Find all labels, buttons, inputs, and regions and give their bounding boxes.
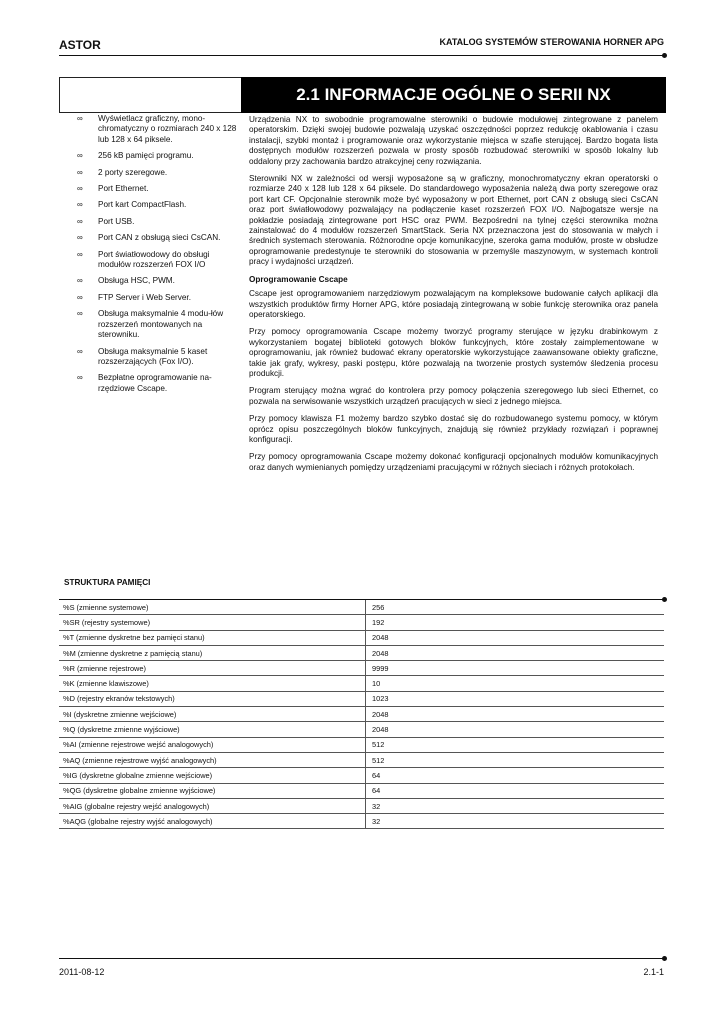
bullet-icon: ∞ <box>77 114 83 123</box>
feature-item <box>59 347 242 368</box>
memory-name: %QG (dyskretne globalne zmienne wyjściowe) <box>59 783 366 798</box>
table-row <box>59 814 664 829</box>
memory-name: %D (rejestry ekranów tekstowych) <box>59 691 366 706</box>
page-number: 2.1-1 <box>643 967 664 977</box>
memory-name: %AQG (globalne rejestry wyjść analogowych) <box>59 814 366 829</box>
feature-item <box>59 276 242 286</box>
memory-value: 9999 <box>366 661 665 676</box>
sidebar-box <box>59 77 243 113</box>
memory-value: 256 <box>366 600 665 615</box>
memory-name: %IG (dyskretne globalne zmienne wejściowe) <box>59 768 366 783</box>
bullet-icon: ∞ <box>77 151 83 161</box>
section-title: 2.1 INFORMACJE OGÓLNE O SERII NX <box>296 85 611 104</box>
feature-text: Obsługa maksymalnie 4 modu-łów rozszerzeń montowanych na sterowniku. <box>98 309 224 340</box>
memory-table <box>59 600 664 829</box>
catalog-title: KATALOG SYSTEMÓW STEROWANIA HORNER APG <box>439 37 664 47</box>
section-title-bar <box>241 77 666 113</box>
feature-text: 256 kB pamięci programu. <box>98 151 194 161</box>
paragraph: Cscape jest oprogramowaniem narzędziowym pozwalającym na kompleksowe budowanie całych aplikacji dla wszystkich produktów firmy Horner APG, które posiadają zintegrowaną w sobie funkcję sterownika oraz panela operatorskiego. <box>249 289 658 319</box>
brand-label: ASTOR <box>59 38 101 52</box>
feature-text: Port światłowodowy do obsługi modułów rozszerzeń FOX I/O <box>98 249 210 270</box>
footer-date: 2011-08-12 <box>59 967 105 977</box>
table-row <box>59 615 664 630</box>
table-row <box>59 676 664 691</box>
memory-name: %S (zmienne systemowe) <box>59 600 366 615</box>
bullet-icon: ∞ <box>77 167 83 177</box>
footer-rule <box>59 958 664 959</box>
table-row <box>59 630 664 645</box>
feature-item <box>59 168 242 178</box>
feature-item <box>59 293 242 303</box>
feature-item <box>59 309 242 340</box>
memory-value: 2048 <box>366 722 665 737</box>
memory-value: 32 <box>366 814 665 829</box>
bullet-icon: ∞ <box>77 184 83 194</box>
header-rule <box>59 55 664 56</box>
paragraph: Program sterujący można wgrać do kontrolera przy pomocy połączenia szeregowego lub sieci Ethernet, co pozwala na serwisowanie wszystkich urządzeń pracujących w sieci z jednego miejsca. <box>249 386 658 406</box>
feature-text: Port Ethernet. <box>98 184 149 194</box>
memory-name: %K (zmienne klawiszowe) <box>59 676 366 691</box>
table-row <box>59 645 664 660</box>
memory-name: %AQ (zmienne rejestrowe wyjść analogowych) <box>59 752 366 767</box>
table-row <box>59 691 664 706</box>
memory-name: %SR (rejestry systemowe) <box>59 615 366 630</box>
feature-item <box>59 233 242 243</box>
bullet-icon: ∞ <box>77 373 83 383</box>
footer-rule-end-dot <box>662 956 667 961</box>
memory-name: %T (zmienne dyskretne bez pamięci stanu) <box>59 630 366 645</box>
table-row <box>59 722 664 737</box>
bullet-icon: ∞ <box>77 292 83 302</box>
feature-item <box>59 373 242 394</box>
paragraph: Przy pomocy klawisza F1 możemy bardzo szybko dostać się do rozbudowanego systemu pomocy, w którym oprócz opisu poszczególnych bloków funkcyjnych, znajdują się również przykłady rozwiązań i poprawnej konfiguracji. <box>249 414 658 444</box>
memory-name: %I (dyskretne zmienne wejściowe) <box>59 707 366 722</box>
bullet-icon: ∞ <box>77 233 83 243</box>
feature-item <box>59 184 242 194</box>
bullet-icon: ∞ <box>77 200 83 210</box>
feature-item <box>59 250 242 271</box>
memory-name: %R (zmienne rejestrowe) <box>59 661 366 676</box>
memory-value: 2048 <box>366 645 665 660</box>
table-row <box>59 600 664 615</box>
feature-text: Port CAN z obsługą sieci CsCAN. <box>98 233 221 243</box>
memory-value: 10 <box>366 676 665 691</box>
feature-text: Port USB. <box>98 216 135 226</box>
header-rule-end-dot <box>662 53 667 58</box>
paragraph: Przy pomocy oprogramowania Cscape możemy tworzyć programy sterujące w języku drabinkowym z wykorzystaniem bogatej biblioteki gotowych bloków funkcyjnych, które zostały zaimplementowane w oprogramowaniu, jak również budować ekrany operatorskie wykorzystujące zaawansowane obiekty graficzne, takie jak grafy, wykresy, paski postępu, które pozwalają na tworzenie prostych systemów śledzenia procesu produkcji. <box>249 327 658 378</box>
feature-text: Obsługa HSC, PWM. <box>98 276 175 286</box>
paragraph: Sterowniki NX w zależności od wersji wyposażone są w graficzny, monochromatyczny ekran operatorski o rozmiarze 240 x 128 lub 128 x 64 piksele. Do standardowego wyposażenia należą dwa porty szeregowe oraz port kart CF. Opcjonalnie sterownik może być wyposażony w port Ethernet, port CAN z obsługą sieci CsCAN oraz port światłowodowy pozwalający na podłączenie kaset rozszerzeń FOX I/O. Najbogatsze wersje na pokładzie posiadają zintegrowane port HSC oraz PWM. Bezpośredni na tylnej części sterownika można zainstalować do 4 modułów rozszerzeń SmartStack. Seria NX przeznaczona jest do stosowania w małych i średnich systemach sterowania. Różnorodne opcje komunikacyjne, szeroka gama modułów, proste w obsłudze oprogramowanie predestynuje te sterowniki do stosowania w przemyśle maszynowym, w systemach kontroli pracy i wydajności urządzeń. <box>249 174 658 267</box>
memory-value: 1023 <box>366 691 665 706</box>
feature-item <box>59 114 242 145</box>
subheading: Oprogramowanie Cscape <box>249 274 348 284</box>
memory-value: 512 <box>366 752 665 767</box>
paragraph: Przy pomocy oprogramowania Cscape możemy dokonać konfiguracji opcjonalnych modułów komunikacyjnych oraz danych wymienianych pomiędzy urządzeniami pracującymi w różnych sieciach i różnych protokołach. <box>249 452 658 472</box>
table-row <box>59 768 664 783</box>
bullet-icon: ∞ <box>77 216 83 226</box>
memory-value: 64 <box>366 768 665 783</box>
memory-name: %AI (zmienne rejestrowe wejść analogowych) <box>59 737 366 752</box>
paragraph: Urządzenia NX to swobodnie programowalne sterowniki o budowie modułowej zintegrowane z panelem operatorskim. Dzięki swojej budowie pozwalają uzyskać oszczędności poprzez redukcję okablowania i czasu instalacji, szybki montaż i programowanie oraz wykorzystanie miejsca w szafie sterującej. Bardzo bogata lista dostępnych modułów rozszerzeń pozwala w prosty sposób rozbudować sterowniki w sposób lokalny lub oddalony przy zachowania bardzo atrakcyjnej ceny rozwiązania. <box>249 115 658 166</box>
table-row <box>59 661 664 676</box>
memory-name: %Q (dyskretne zmienne wyjściowe) <box>59 722 366 737</box>
feature-text: FTP Server i Web Server. <box>98 292 191 302</box>
memory-value: 32 <box>366 798 665 813</box>
bullet-icon: ∞ <box>77 309 83 319</box>
memory-name: %AIG (globalne rejestry wejść analogowych) <box>59 798 366 813</box>
bullet-icon: ∞ <box>77 249 83 259</box>
feature-list <box>59 114 242 400</box>
memory-value: 2048 <box>366 707 665 722</box>
bullet-icon: ∞ <box>77 346 83 356</box>
feature-item <box>59 217 242 227</box>
memory-value: 192 <box>366 615 665 630</box>
memory-name: %M (zmienne dyskretne z pamięcią stanu) <box>59 645 366 660</box>
feature-item <box>59 200 242 210</box>
memory-value: 2048 <box>366 630 665 645</box>
table-row <box>59 752 664 767</box>
memory-value: 64 <box>366 783 665 798</box>
feature-text: Obsługa maksymalnie 5 kaset rozszerzających (Fox I/O). <box>98 346 208 366</box>
table-row <box>59 707 664 722</box>
table-row <box>59 798 664 813</box>
table-row <box>59 737 664 752</box>
memory-heading: STRUKTURA PAMIĘCI <box>64 578 151 587</box>
feature-text: Wyświetlacz graficzny, mono-chromatyczny o rozmiarach 240 x 128 lub 128 x 64 piksele. <box>98 114 237 144</box>
table-row <box>59 783 664 798</box>
feature-item <box>59 151 242 161</box>
body-text <box>249 115 658 480</box>
feature-text: 2 porty szeregowe. <box>98 167 168 177</box>
bullet-icon: ∞ <box>77 276 83 286</box>
memory-value: 512 <box>366 737 665 752</box>
feature-text: Bezpłatne oprogramowanie na-rzędziowe Cscape. <box>98 373 212 393</box>
feature-text: Port kart CompactFlash. <box>98 200 187 210</box>
